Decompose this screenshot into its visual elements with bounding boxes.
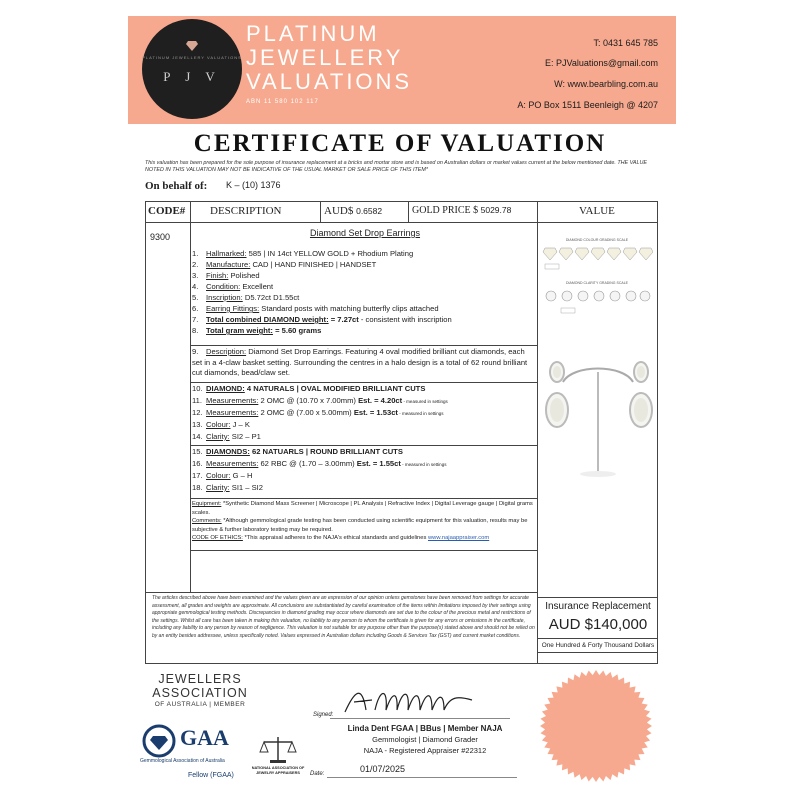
col-header-description: DESCRIPTION: [210, 205, 282, 217]
list-item: 13. Colour: J – K: [192, 420, 250, 429]
notes-block: [192, 500, 536, 543]
signature-image: [340, 680, 480, 718]
signed-label: Signed:: [313, 712, 334, 718]
earrings-photo: [543, 352, 653, 482]
table-divider: [408, 202, 409, 222]
insurance-label: Insurance Replacement: [545, 601, 651, 612]
ethics-note: CODE OF ETHICS: *This appraisal adheres to the NAJA's ethical standards and guidelines www.najaappraiser.com: [192, 535, 490, 541]
aud-label: AUD$: [324, 205, 354, 217]
col-header-aud: [324, 205, 382, 217]
ja-line: JEWELLERS: [158, 672, 242, 686]
table-divider: [537, 202, 538, 664]
company-logo: [142, 19, 242, 119]
ja-subtitle: OF AUSTRALIA | MEMBER: [154, 701, 246, 708]
table-divider: [320, 202, 321, 222]
abn-number: ABN 11 580 102 117: [246, 99, 319, 105]
scales-icon: [258, 735, 298, 765]
brand-title: [246, 22, 466, 94]
list-item: 10. DIAMOND: 4 NATURALS | OVAL MODIFIED BRILLIANT CUTS: [192, 384, 426, 393]
brand-line: VALUATIONS: [246, 69, 413, 94]
list-item: 5. Inscription: D5.72ct D1.55ct: [192, 293, 300, 302]
fellow-label: Fellow (FGAA): [188, 772, 234, 779]
gaa-emblem-icon: [142, 724, 176, 758]
list-item: 18. Clarity: SI1 – SI2: [192, 483, 263, 492]
table-divider: [537, 597, 657, 598]
table-divider: [191, 498, 537, 499]
valuation-table: [145, 201, 658, 664]
logo-ring-text: PLATINUM JEWELLERY VALUATIONS: [142, 55, 242, 60]
date-label: Date:: [310, 771, 325, 777]
colour-scale-title: DIAMOND COLOUR GRADING SCALE: [565, 238, 629, 242]
list-item: 7. Total combined DIAMOND weight: = 7.27ct - consistent with inscription: [192, 315, 452, 324]
gaa-logo: GAA: [180, 725, 229, 750]
contact-address: A: PO Box 1511 Beenleigh @ 4207: [517, 100, 658, 110]
signer-registration: NAJA - Registered Appraiser #22312: [363, 746, 487, 755]
col-header-value: VALUE: [579, 205, 615, 217]
table-divider: [146, 222, 657, 223]
list-item: 3. Finish: Polished: [192, 271, 260, 280]
list-item: 17. Colour: G – H: [192, 471, 253, 480]
seal-stamp: [538, 668, 654, 784]
table-divider: [191, 382, 537, 383]
diamond-icon: [186, 41, 198, 51]
comments-note: Comments: *Although gemmological grade testing has been conducted using scientific equipment for this valuation, results may be subjective & further laboratory testing may be required.: [192, 518, 528, 533]
brand-line: PLATINUM: [246, 21, 380, 46]
item-code: 9300: [150, 232, 171, 242]
list-item: 8. Total gram weight: = 5.60 grams: [192, 326, 322, 335]
table-divider: [190, 202, 191, 592]
list-item: 2. Manufacture: CAD | HAND FINISHED | HANDSET: [192, 260, 377, 269]
certificate-title: CERTIFICATE OF VALUATION: [193, 130, 607, 157]
list-item: 12. Measurements: 2 OMC @ (7.00 x 5.00mm) Est. = 1.53ct - measured in settings: [192, 408, 444, 417]
seal-shape: [540, 670, 652, 782]
item-title: Diamond Set Drop Earrings: [309, 228, 421, 238]
list-item: 4. Condition: Excellent: [192, 282, 274, 291]
list-item: 11. Measurements: 2 OMC @ (10.70 x 7.00mm) Est. = 4.20ct - measured in settings: [192, 396, 448, 405]
list-item: 15. DIAMONDS: 62 NATUARLS | ROUND BRILLIANT CUTS: [192, 447, 403, 456]
header-banner: [128, 16, 676, 124]
contact-email[interactable]: E: PJValuations@gmail.com: [544, 58, 658, 68]
insurance-value: AUD $140,000: [548, 616, 648, 633]
intro-text: This valuation has been prepared for the sole purpose of insurance replacement at a bricks and mortar store and is based on Australian dollars or market values current at the below mentioned date. THE VALUE NOTED IN THIS VALUATION MAY NOT BE INDICATIVE OF THE USUAL MARKET OR SALE PRICE OF THIS ITEM*: [145, 160, 648, 173]
table-divider: [191, 345, 537, 346]
table-divider: [537, 652, 657, 653]
col-header-code: CODE#: [148, 205, 186, 217]
naja-logo-text: NATIONAL ASSOCIATION OF JEWELRY APPRAISERS: [251, 766, 305, 775]
gold-label: GOLD PRICE $: [412, 205, 479, 216]
list-item: 16. Measurements: 62 RBC @ (1.70 – 3.00mm) Est. = 1.55ct - measured in settings: [192, 459, 447, 468]
brand-line: JEWELLERY: [246, 45, 404, 70]
jewellers-association-logo: [140, 672, 260, 700]
signer-title: Gemmologist | Diamond Grader: [372, 735, 478, 744]
equipment-note: Equipment: *Synthetic Diamond Mass Screener | Microscope | PL Analysis | Refractive Index | Digital Leverage gauge | Digital grams scales.: [192, 501, 533, 516]
clarity-scale-title: DIAMOND CLARITY GRADING SCALE: [566, 281, 628, 285]
behalf-value: K – (10) 1376: [226, 180, 281, 190]
date-value: 01/07/2025: [360, 764, 406, 774]
contact-web[interactable]: W: www.bearbling.com.au: [554, 79, 658, 89]
table-divider: [191, 550, 537, 551]
gold-value: 5029.78: [480, 205, 512, 215]
list-item: 1. Hallmarked: 585 | IN 14ct YELLOW GOLD + Rhodium Plating: [192, 249, 414, 258]
gaa-subtitle: Gemmological Association of Australia: [140, 758, 225, 764]
date-line: [327, 777, 517, 778]
col-header-gold: [412, 205, 511, 216]
disclaimer-text: The articles described above have been examined and the values given are an expression of our opinion unless gemstones have been removed from settings for accurate assessment, all grades and weights are approximate. All conclusions are substantiated by careful examination of the items within limitations imposed by their settings using appropriate gemmological testing methods. Discrepancies in diamond grading may occur where diamonds are set due to the colour of the precious metal and restrictions of the settings. Whilst all care has been taken in making this valuation, no liability to any person to whom the certificate is given for any errors or omissions in the certificate, including any liability to any person by reason of negligence. This valuation is not suitable for any purpose other than the purpose(s) stated above and should not be relied on by an entity besides addressee, unless specifically noted. Values expressed in Australian dollars including Goods & Services Tax (GST) and current market conditions.: [152, 595, 535, 639]
signer-name: Linda Dent FGAA | BBus | Member NAJA: [347, 724, 503, 733]
item-description: 9. Description: Diamond Set Drop Earrings. Featuring 4 oval modified brilliant cut diamonds, each set in a 4-claw basket setting. Surrounding the centres in a halo design is a total of 62 round brilliant cut diamonds, bead/claw set.: [192, 347, 528, 377]
table-divider: [537, 638, 657, 639]
table-divider: [191, 445, 537, 446]
ja-line: ASSOCIATION: [152, 686, 248, 700]
behalf-label: On behalf of:: [145, 180, 208, 192]
contact-phone: T: 0431 645 785: [593, 38, 658, 48]
list-item: 6. Earring Fittings: Standard posts with matching butterfly clips attached: [192, 304, 439, 313]
table-divider: [146, 592, 537, 593]
logo-initials: P J V: [163, 69, 221, 84]
aud-value: 0.6582: [356, 206, 383, 216]
insurance-words: One Hundred & Forty Thousand Dollars: [541, 642, 655, 649]
list-item: 14. Clarity: SI2 – P1: [192, 432, 261, 441]
naja-link[interactable]: www.najaappraiser.com: [428, 535, 490, 541]
signature-line: [330, 718, 510, 719]
grading-scales-image: [541, 234, 653, 324]
